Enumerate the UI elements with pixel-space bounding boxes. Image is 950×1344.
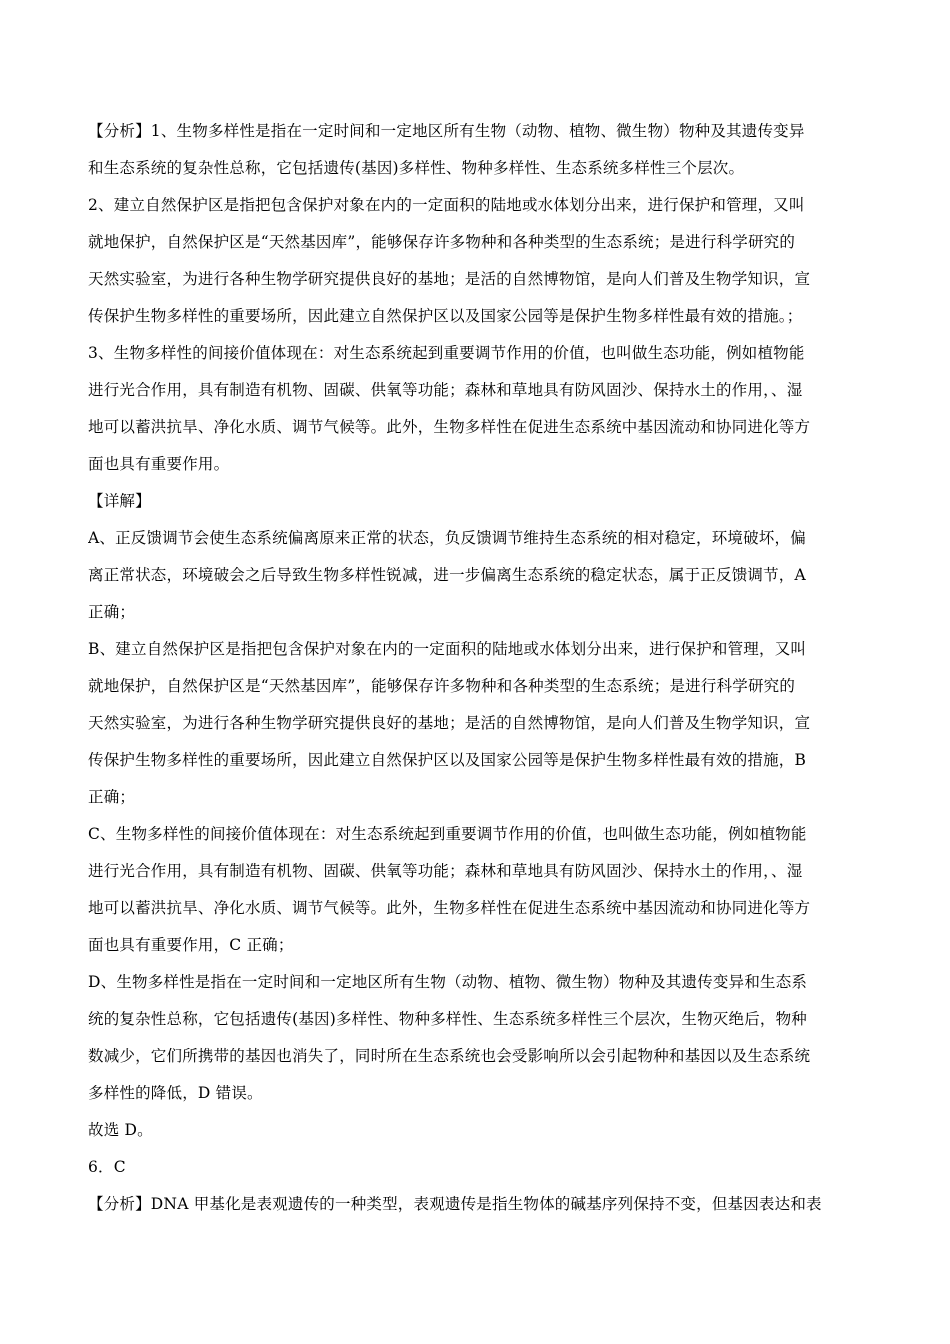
option-d-line: 数减少，它们所携带的基因也消失了，同时所在生态系统也会受影响所以会引起物种和基因以及生态系统 [88, 1047, 811, 1065]
option-a-line: A、正反馈调节会使生态系统偏离原来正常的状态，负反馈调节维持生态系统的相对稳定，环境破坏，偏 [88, 529, 806, 547]
option-c-line: C、生物多样性的间接价值体现在：对生态系统起到重要调节作用的价值，也叫做生态功能，例如植物能 [88, 825, 807, 843]
option-b-line: 正确； [88, 788, 136, 806]
option-b-line: 就地保护，自然保护区是“天然基因库”，能够保存许多物种和各种类型的生态系统；是进行科学研究的 [88, 677, 796, 695]
option-d-line: 多样性的降低，D 错误。 [88, 1084, 263, 1102]
analysis-line: 和生态系统的复杂性总称，它包括遗传(基因)多样性、物种多样性、生态系统多样性三个层次。 [88, 159, 745, 177]
option-b-line: B、建立自然保护区是指把包含保护对象在内的一定面积的陆地或水体划分出来，进行保护和管理，又叫 [88, 640, 807, 658]
option-d-line: 统的复杂性总称，它包括遗传(基因)多样性、物种多样性、生态系统多样性三个层次，生物灭绝后，物种 [88, 1010, 807, 1028]
analysis-line: 传保护生物多样性的重要场所，因此建立自然保护区以及国家公园等是保护生物多样性最有效的措施。； [88, 307, 803, 325]
analysis-line: 3、生物多样性的间接价值体现在：对生态系统起到重要调节作用的价值，也叫做生态功能，例如植物能 [88, 344, 805, 362]
detail-heading: 【详解】 [88, 492, 151, 510]
analysis-line: 天然实验室，为进行各种生物学研究提供良好的基地；是活的自然博物馆，是向人们普及生物学知识，宣 [88, 270, 811, 288]
answer-choice-line: 故选 D。 [88, 1121, 153, 1139]
analysis-line: 【分析】1、生物多样性是指在一定时间和一定地区所有生物（动物、植物、微生物）物种及其遗传变异 [88, 122, 805, 140]
document-page [88, 113, 860, 1223]
analysis-line: 面也具有重要作用。 [88, 455, 230, 473]
analysis-line: 2、建立自然保护区是指把包含保护对象在内的一定面积的陆地或水体划分出来，进行保护和管理，又叫 [88, 196, 805, 214]
option-b-line: 传保护生物多样性的重要场所，因此建立自然保护区以及国家公园等是保护生物多样性最有效的措施，B [88, 751, 807, 769]
option-d-line: D、生物多样性是指在一定时间和一定地区所有生物（动物、植物、微生物）物种及其遗传变异和生态系 [88, 973, 808, 991]
option-c-line: 进行光合作用，具有制造有机物、固碳、供氧等功能；森林和草地具有防风固沙、保持水土的作用，、湿 [88, 862, 803, 880]
analysis-line: 【分析】DNA 甲基化是表观遗传的一种类型，表观遗传是指生物体的碱基序列保持不变，但基因表达和表 [88, 1195, 822, 1213]
analysis-line: 就地保护，自然保护区是“天然基因库”，能够保存许多物种和各种类型的生态系统；是进行科学研究的 [88, 233, 796, 251]
option-a-line: 正确； [88, 603, 136, 621]
question-number-line: 6．C [88, 1158, 126, 1176]
option-a-line: 离正常状态，环境破会之后导致生物多样性锐减，进一步偏离生态系统的稳定状态，属于正反馈调节，A [88, 566, 806, 584]
analysis-line: 地可以蓄洪抗旱、净化水质、调节气候等。此外，生物多样性在促进生态系统中基因流动和协同进化等方 [88, 418, 811, 436]
option-b-line: 天然实验室，为进行各种生物学研究提供良好的基地；是活的自然博物馆，是向人们普及生物学知识，宣 [88, 714, 811, 732]
option-c-line: 地可以蓄洪抗旱、净化水质、调节气候等。此外，生物多样性在促进生态系统中基因流动和协同进化等方 [88, 899, 811, 917]
analysis-line: 进行光合作用，具有制造有机物、固碳、供氧等功能；森林和草地具有防风固沙、保持水土的作用，、湿 [88, 381, 803, 399]
option-c-line: 面也具有重要作用，C 正确； [88, 936, 294, 954]
